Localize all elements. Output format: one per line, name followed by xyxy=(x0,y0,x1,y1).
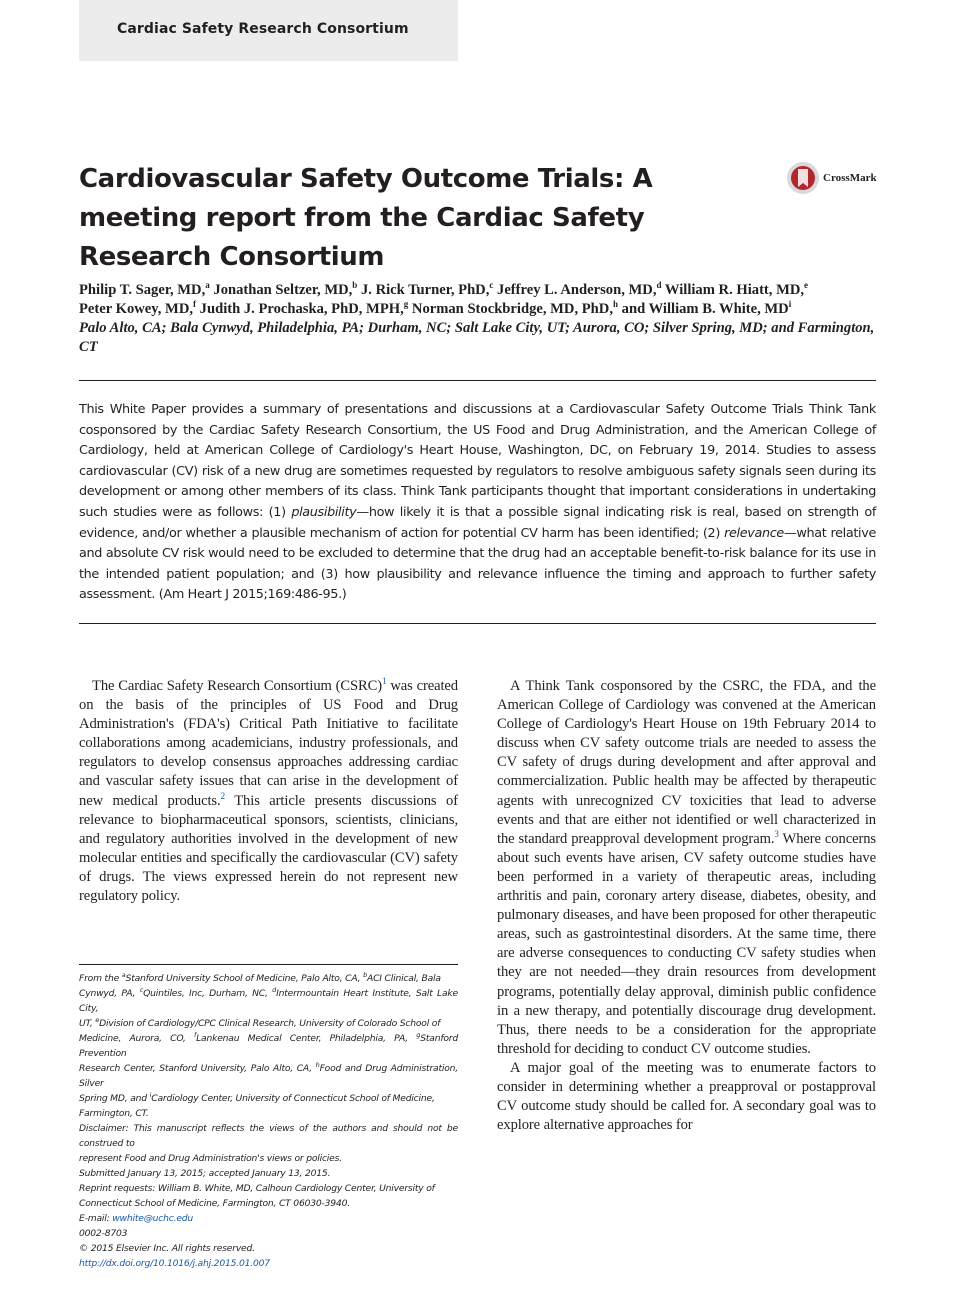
author: Judith J. Prochaska, PhD, MPH, xyxy=(199,301,404,317)
footnote-copyright: © 2015 Elsevier Inc. All rights reserved. xyxy=(79,1243,255,1254)
journal-section-banner xyxy=(79,0,458,61)
crossmark-label: CrossMark xyxy=(823,172,877,184)
journal-section-label: Cardiac Safety Research Consortium xyxy=(117,21,409,37)
footnote-submitted: Submitted January 13, 2015; accepted January 13, 2015. xyxy=(79,1168,331,1179)
abstract-term-relevance: relevance xyxy=(724,525,784,541)
author-affiliation-marker: b xyxy=(352,280,358,291)
author: Jeffrey L. Anderson, MD, xyxy=(497,282,657,298)
body-paragraph xyxy=(79,677,458,906)
email-link[interactable]: wwhite@uchc.edu xyxy=(112,1213,194,1224)
author: Philip T. Sager, MD, xyxy=(79,282,206,298)
author-affiliation-marker: f xyxy=(193,299,197,310)
abstract xyxy=(79,400,876,606)
body-text: Where concerns about such events have arisen, CV safety outcome studies have been performed in a variety of therapeutic areas, including arthritis and pain, coronary artery disease, diabetes, obesity, and pulmonary diseases, and have been proposed for other therapeutic areas, such as gastrointestinal disorders. At the same time, there are adverse consequences to conducting CV safety studies when they are not needed—they drain resources from development programs, potentially delay approval, diminish public confidence in a new therapy, and potentially discourage drug development. Thus, there needs to be a consideration for the appropriate threshold for deciding to conduct CV outcome studies. xyxy=(497,830,876,1057)
footnote-issn: 0002-8703 xyxy=(79,1228,128,1239)
doi-link[interactable]: http://dx.doi.org/10.1016/j.ahj.2015.01.007 xyxy=(79,1258,270,1269)
crossmark-icon xyxy=(786,161,820,195)
abstract-text: —what relative and absolute CV risk would need to be excluded to determine that the drug had an acceptable benefit-to-risk balance for its use in the intended patient population; and (3) how plausibility and relevance influence the timing and approach to further safety assessment. (Am Heart J 2015;169:486-95.) xyxy=(79,525,877,603)
footnote-reprint: Reprint requests: William B. White, MD, Calhoun Cardiology Center, University of xyxy=(79,1183,435,1194)
author: Jonathan Seltzer, MD, xyxy=(213,282,353,298)
author-affiliation-marker: h xyxy=(612,299,618,310)
body-paragraph: A major goal of the meeting was to enumerate factors to consider in determining whether a preapproval or postapproval CV outcome study should be called for. A secondary goal was to explore alternative approaches for xyxy=(497,1059,876,1134)
footnote-affiliation-line: Cynwyd, PA, $^c$Quintiles, Inc, Durham, NC, $^d$Intermountain Heart Institute, Salt Lake City, xyxy=(79,985,458,1014)
reference-link[interactable]: 1 xyxy=(382,676,387,687)
body-text: was created on the basis of the principles of US Food and Drug Administration's (FDA's) Critical Path Initiative to facilitate collaborations among academicians, industry professionals, and regulators to develop consensus approaches addressing cardiac and vascular safety issues that can arise in the development of new medical products. xyxy=(79,678,458,809)
article-footnotes xyxy=(79,971,458,1271)
author-affiliation-marker: d xyxy=(656,280,662,291)
author-affiliation-marker: c xyxy=(489,280,494,291)
author-list xyxy=(79,281,879,319)
footnote-affiliation-line: Research Center, Stanford University, Palo Alto, CA, $^h$Food and Drug Administration, Silver xyxy=(79,1060,458,1089)
author-locations: Palo Alto, CA; Bala Cynwyd, Philadelphia, PA; Durham, NC; Salt Lake City, UT; Aurora, CO; Silver Spring, MD; and Farmington, CT xyxy=(79,320,875,355)
author-affiliation-marker: i xyxy=(788,299,792,310)
footnote-affiliation-line: UT, $^e$Division of Cardiology/CPC Clinical Research, University of Colorado School of xyxy=(79,1015,441,1029)
body-paragraph xyxy=(497,677,876,1059)
author: Norman Stockbridge, MD, PhD, xyxy=(411,301,613,317)
footnote-disclaimer: Disclaimer: This manuscript reflects the views of the authors and should not be construed to xyxy=(79,1123,458,1149)
author: and William B. White, MD xyxy=(621,301,789,317)
footnote-disclaimer: represent Food and Drug Administration's views or policies. xyxy=(79,1153,342,1164)
body-column-right xyxy=(497,677,876,1213)
author-affiliation-marker: a xyxy=(205,280,210,291)
reference-link[interactable]: 3 xyxy=(774,828,779,839)
article-title: Cardiovascular Safety Outcome Trials: A meeting report from the Cardiac Safety Research Consortium xyxy=(79,164,653,272)
abstract-top-rule xyxy=(79,380,876,381)
reference-link[interactable]: 2 xyxy=(220,790,225,801)
footnote-rule xyxy=(79,964,458,965)
abstract-text: This White Paper provides a summary of presentations and discussions at a Cardiovascular Safety Outcome Trials Think Tank cosponsored by the Cardiac Safety Research Consortium, the US Food and Drug Administration, and the American College of Cardiology, held at American College of Cardiology's Heart House, Washington, DC, on February 19, 2014. Studies to assess cardiovascular (CV) risk of a new drug are sometimes requested by regulators to resolve ambiguous safety signals seen during its development or among other members of its class. Think Tank participants thought that important considerations in undertaking such studies were as follows: (1) xyxy=(79,402,876,520)
abstract-term-plausibility: plausibility xyxy=(291,504,357,520)
author: Peter Kowey, MD, xyxy=(79,301,194,317)
author: J. Rick Turner, PhD, xyxy=(360,282,490,298)
author: William R. Hiatt, MD, xyxy=(664,282,805,298)
footnote-email: E-mail: wwhite@uchc.edu xyxy=(79,1213,194,1224)
footnote-affiliation-line: Farmington, CT. xyxy=(79,1108,149,1119)
body-text: This article presents discussions of relevance to biopharmaceutical sponsors, scientists, clinicians, and regulatory authorities involved in the development of new molecular entities and specifically the cardiovascular (CV) safety of drugs. The views expressed herein do not represent new regulatory policy. xyxy=(79,792,458,905)
abstract-bottom-rule xyxy=(79,623,876,624)
author-affiliation-marker: g xyxy=(403,299,409,310)
body-text: The Cardiac Safety Research Consortium (CSRC) xyxy=(92,678,383,694)
author-affiliation-marker: e xyxy=(804,280,809,291)
footnote-affiliation-line: Spring MD, and $^i$Cardiology Center, University of Connecticut School of Medicine, xyxy=(79,1090,435,1104)
body-text: A Think Tank cosponsored by the CSRC, the FDA, and the American College of Cardiology was convened at the American College of Cardiology's Heart House on 19th February 2014 to discuss when CV safety outcome trials are needed to assess the CV safety of drugs during development and after approval and commercialization. Public health may be affected by therapeutic agents with unrecognized CV toxicities that lead to adverse events and that are either not identified or well characterized in the standard preapproval development program. xyxy=(497,678,876,847)
footnote-affiliation-line: From the $^a$Stanford University School of Medicine, Palo Alto, CA, $^b$ACI Clinical, Bala xyxy=(79,970,441,984)
footnote-reprint: Connecticut School of Medicine, Farmington, CT 06030-3940. xyxy=(79,1198,350,1209)
footnote-affiliation-line: Medicine, Aurora, CO, $^f$Lankenau Medical Center, Philadelphia, PA, $^g$Stanford Prevention xyxy=(79,1030,458,1059)
crossmark-badge[interactable] xyxy=(786,160,881,196)
body-column-left xyxy=(79,677,458,906)
abstract-text: —how likely it is that a possible signal indicating risk is real, based on strength of evidence, and/or whether a plausible mechanism of action for potential CV harm has been identified; (2) xyxy=(79,504,877,541)
